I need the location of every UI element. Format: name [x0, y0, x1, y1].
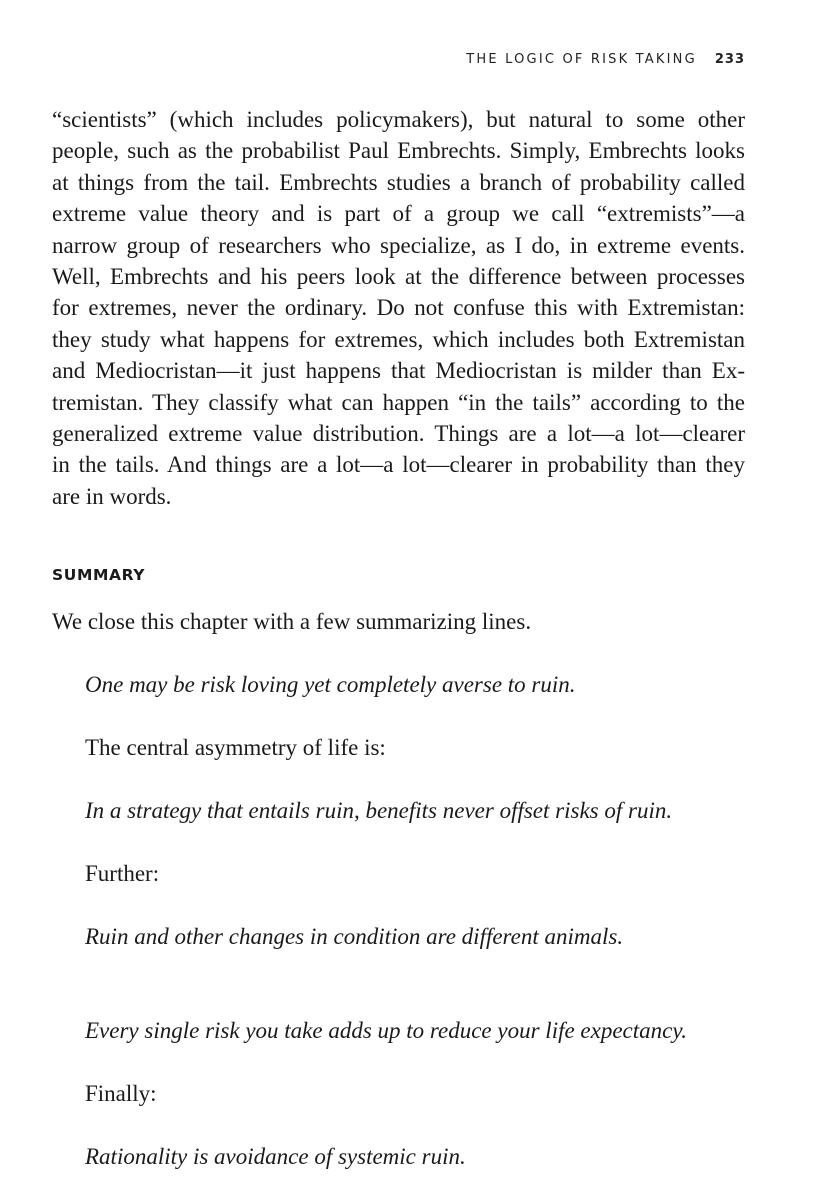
paragraph-line: tremistan. They classify what can happen “in the tails” according to the — [52, 389, 745, 415]
paragraph-line: they study what happens for extremes, which includes both Extremistan — [52, 326, 745, 352]
paragraph-line: Well, Embrechts and his peers look at the difference between processes — [52, 264, 745, 290]
running-title: THE LOGIC OF RISK TAKING — [466, 52, 697, 67]
paragraph-line: generalized extreme value distribution. Things are a lot—a lot—clearer — [52, 421, 745, 447]
body-paragraph — [52, 104, 745, 512]
summary-lead-in: The central asymmetry of life is: — [85, 735, 386, 760]
summary-lead-in: Finally: — [85, 1081, 157, 1106]
paragraph-line: people, such as the probabilist Paul Embrechts. Simply, Embrechts looks — [52, 138, 745, 164]
paragraph-line: extreme value theory and is part of a group we call “extremists”—a — [52, 201, 745, 227]
section-heading: SUMMARY — [52, 566, 146, 584]
summary-maxim: In a strategy that entails ruin, benefits never offset risks of ruin. — [85, 798, 673, 823]
paragraph-line: and Mediocristan—it just happens that Mediocristan is milder than Ex- — [52, 358, 745, 384]
summary-maxim: Every single risk you take adds up to reduce your life expectancy. — [85, 1018, 688, 1043]
running-header — [466, 52, 745, 67]
summary-maxim: Ruin and other changes in condition are different animals. — [85, 924, 624, 949]
summary-maxim: Rationality is avoidance of systemic ruin. — [85, 1144, 466, 1169]
summary-maxim: One may be risk loving yet completely averse to ruin. — [85, 672, 576, 697]
paragraph-line: narrow group of researchers who specialize, as I do, in extreme events. — [52, 232, 745, 258]
paragraph-line: “scientists” (which includes policymakers), but natural to some other — [52, 107, 745, 132]
paragraph-line: in the tails. And things are a lot—a lot—clearer in probability than they — [52, 452, 745, 478]
summary-lead-in: Further: — [85, 861, 160, 886]
paragraph-line: for extremes, never the ordinary. Do not confuse this with Extremistan: — [52, 295, 745, 321]
page-number: 233 — [714, 52, 745, 67]
paragraph-line: at things from the tail. Embrechts studies a branch of probability called — [52, 169, 745, 195]
summary-intro: We close this chapter with a few summarizing lines. — [52, 609, 532, 634]
paragraph-line: are in words. — [52, 483, 172, 509]
